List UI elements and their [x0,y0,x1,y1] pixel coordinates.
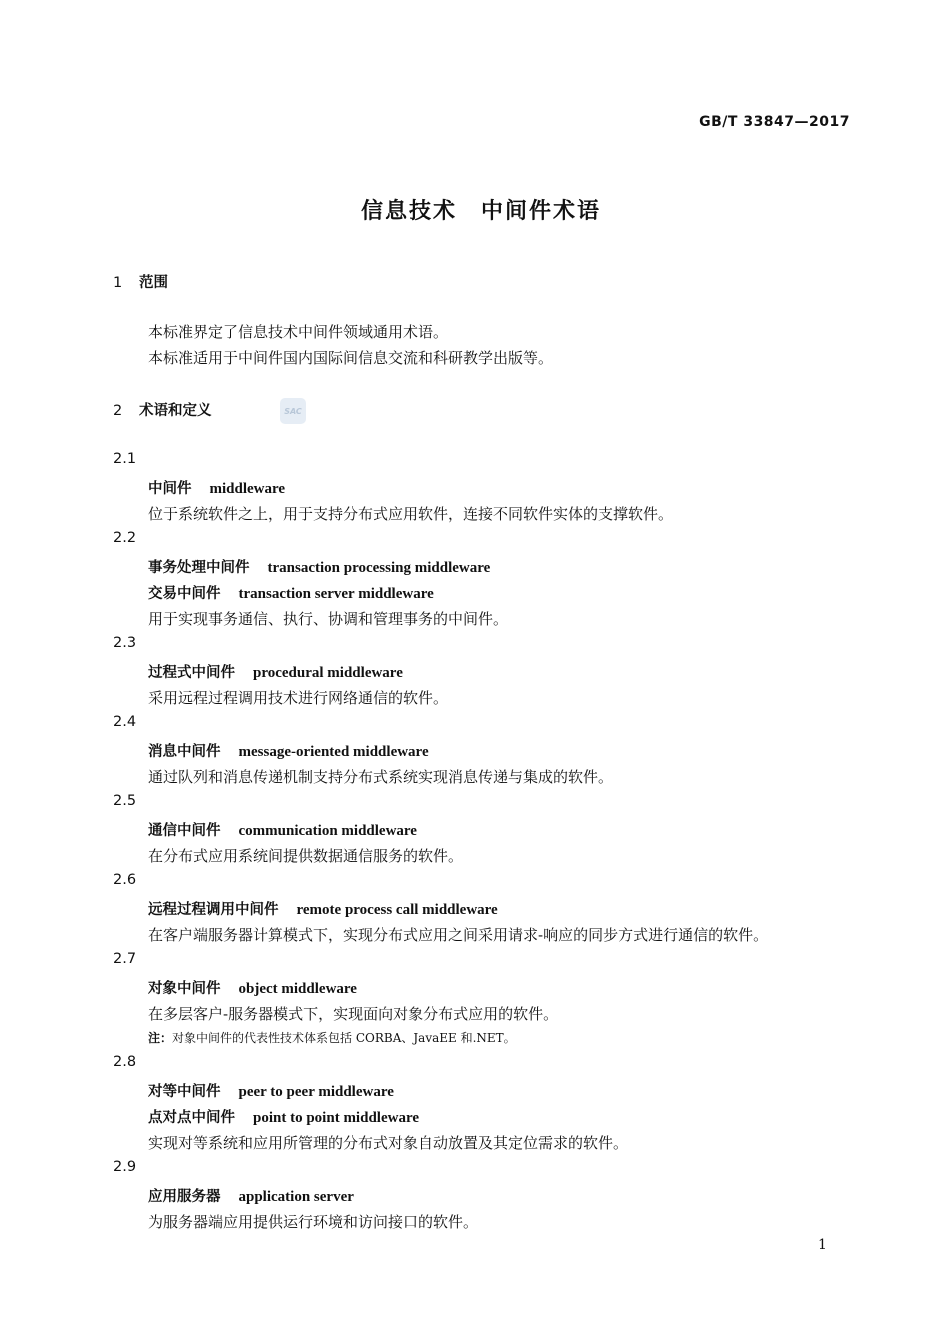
scope-paragraph-2: 本标准适用于中间件国内国际间信息交流和科研教学出版等。 [148,349,554,367]
term-zh: 远程过程调用中间件 [148,902,279,918]
standard-code: GB/T 33847—2017 [699,114,850,130]
term-en: application server [238,1189,354,1205]
term-name [148,661,403,682]
term-en: object middleware [238,981,357,997]
term-en: message-oriented middleware [238,744,429,760]
term-en: procedural middleware [253,665,403,681]
term-name [148,1185,354,1206]
term-definition: 在客户端服务器计算模式下，实现分布式应用之间采用请求-响应的同步方式进行通信的软件。 [148,926,769,944]
term-number: 2.4 [113,714,137,730]
term-zh: 事务处理中间件 [148,560,250,576]
term-zh: 对等中间件 [148,1084,221,1100]
term-name [148,740,429,761]
term-zh: 中间件 [148,481,192,497]
term-en: point to point middleware [253,1110,419,1126]
term-name [148,898,498,919]
term-number: 2.5 [113,793,137,809]
term-definition: 实现对等系统和应用所管理的分布式对象自动放置及其定位需求的软件。 [148,1134,629,1152]
term-number: 2.6 [113,872,137,888]
term-number: 2.1 [113,451,137,467]
document-title: 信息技术 中间件术语 [360,199,601,224]
term-zh: 通信中间件 [148,823,221,839]
section-title: 术语和定义 [139,403,212,419]
note-label: 注： [148,1031,173,1045]
term-definition: 在多层客户-服务器模式下，实现面向对象分布式应用的软件。 [148,1005,559,1023]
term-definition: 采用远程过程调用技术进行网络通信的软件。 [148,689,449,707]
note-text: 对象中间件的代表性技术体系包括 CORBA、JavaEE 和.NET。 [172,1031,516,1045]
term-name [148,819,417,840]
term-zh: 点对点中间件 [148,1110,235,1126]
term-en: middleware [209,481,286,497]
term-en: remote process call middleware [296,902,498,918]
term-name [148,977,357,998]
term-note [148,1029,516,1046]
term-number: 2.3 [113,635,137,651]
term-definition: 通过队列和消息传递机制支持分布式系统实现消息传递与集成的软件。 [148,768,614,786]
term-zh: 消息中间件 [148,744,221,760]
term-number: 2.8 [113,1054,137,1070]
section-number: 2 [113,403,123,419]
term-zh: 过程式中间件 [148,665,235,681]
term-zh: 交易中间件 [148,586,221,602]
term-definition: 为服务器端应用提供运行环境和访问接口的软件。 [148,1213,479,1231]
term-definition: 在分布式应用系统间提供数据通信服务的软件。 [148,847,464,865]
section-heading-terms [113,399,212,420]
term-name [148,556,490,577]
term-number: 2.7 [113,951,137,967]
term-name [148,477,285,498]
term-en: transaction processing middleware [267,560,491,576]
term-zh: 对象中间件 [148,981,221,997]
term-zh: 应用服务器 [148,1189,221,1205]
term-number: 2.2 [113,530,137,546]
term-definition: 位于系统软件之上，用于支持分布式应用软件，连接不同软件实体的支撑软件。 [148,505,674,523]
term-en: communication middleware [238,823,417,839]
section-title: 范围 [139,275,168,291]
section-number: 1 [113,275,123,291]
term-number: 2.9 [113,1159,137,1175]
page-number: 1 [818,1237,827,1253]
term-definition: 用于实现事务通信、执行、协调和管理事务的中间件。 [148,610,509,628]
section-heading-scope [113,271,168,292]
sac-watermark-logo: SAC [280,398,306,424]
scope-paragraph-1: 本标准界定了信息技术中间件领域通用术语。 [148,323,449,341]
term-en: transaction server middleware [238,586,434,602]
term-name-synonym [148,582,434,603]
term-name [148,1080,394,1101]
term-name-synonym [148,1106,419,1127]
term-en: peer to peer middleware [238,1084,394,1100]
